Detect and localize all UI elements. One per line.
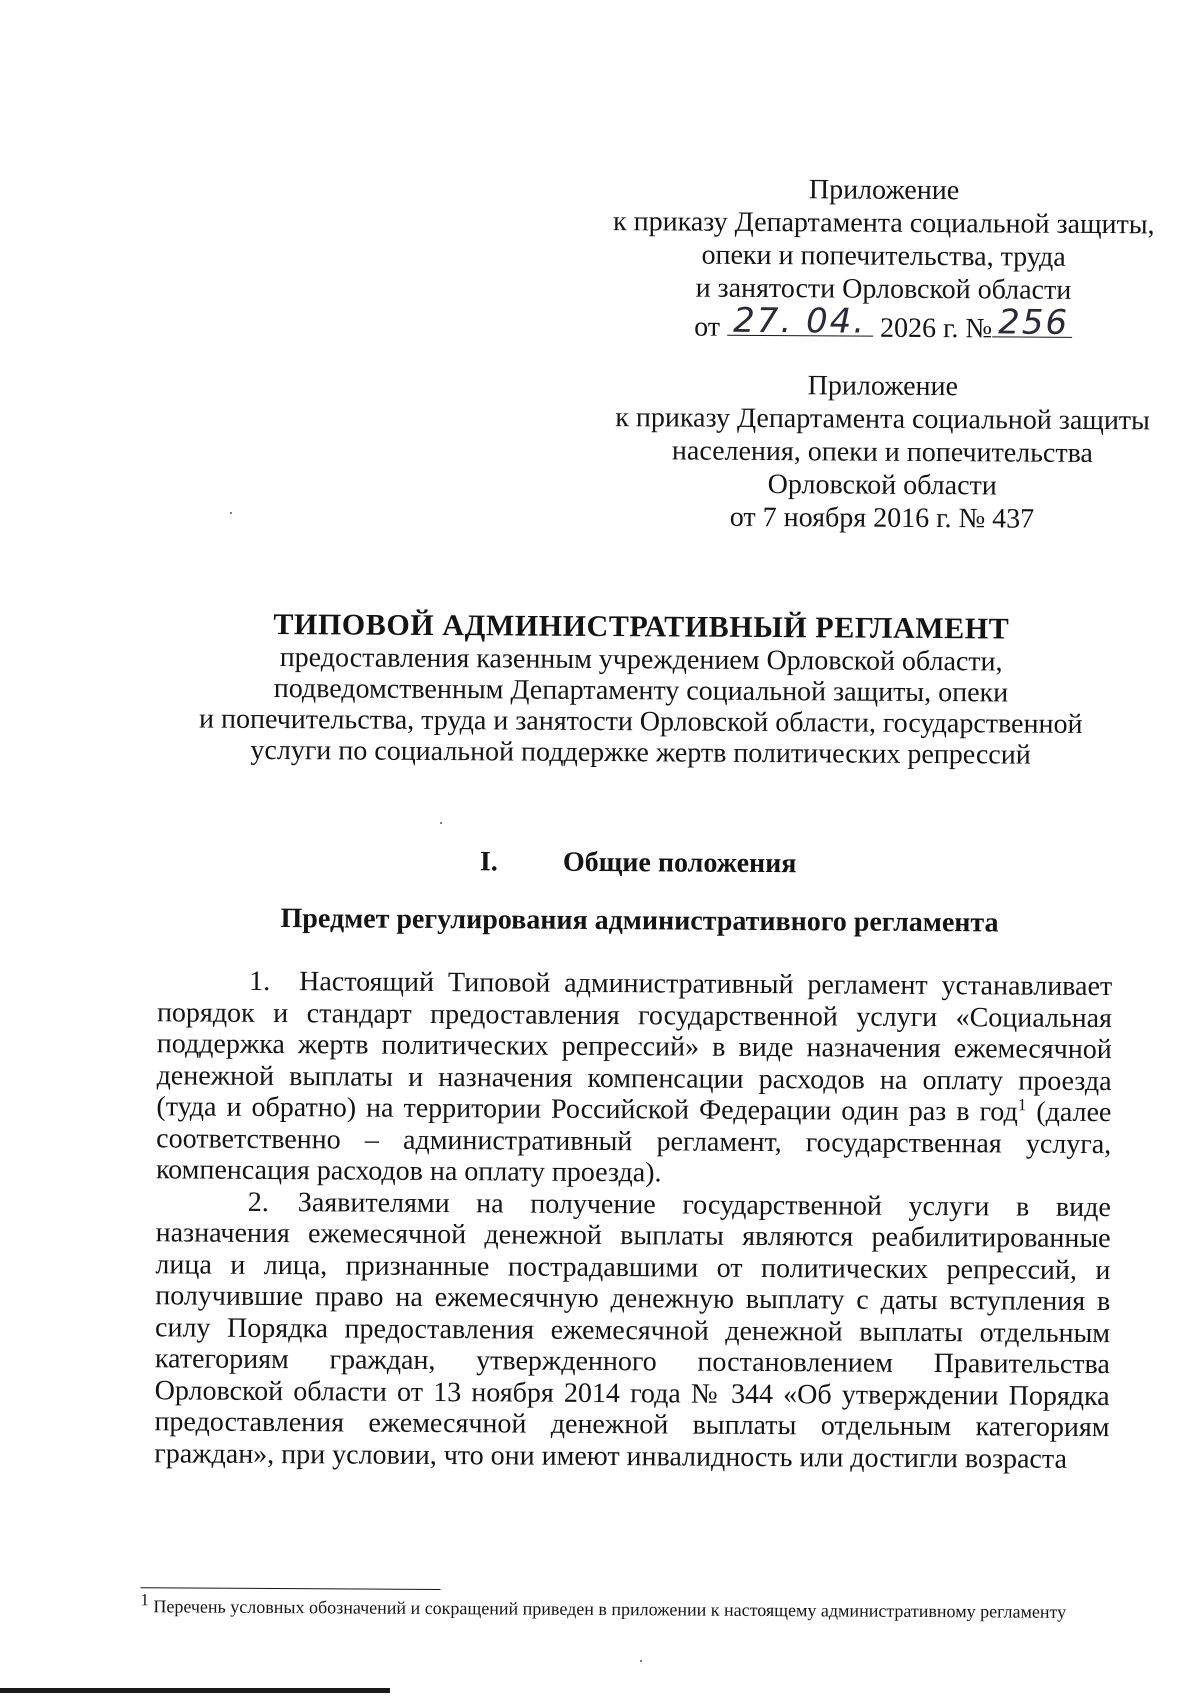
section-title: Общие положения [562, 846, 797, 880]
appendix-block-original [582, 368, 1183, 537]
scan-speck [440, 822, 442, 824]
appendix-heading: Приложение [808, 174, 960, 207]
subsection-heading: Предмет регулирования административного регламента [280, 903, 999, 939]
footnote-divider [140, 1587, 440, 1590]
footnote-mark: 1 [140, 1590, 149, 1610]
paragraph-1 [156, 965, 1112, 1191]
document-subtitle-line: подведомственным Департаменту социальной защиты, опеки [273, 673, 1009, 709]
footnote [140, 1590, 1100, 1623]
date-blank [727, 300, 873, 342]
appendix-date-line [583, 300, 1183, 347]
handwritten-number: 256 [998, 302, 1070, 343]
appendix-line: к приказу Департамента социальной защиты [615, 402, 1151, 437]
paragraph-number: 1. [249, 965, 271, 997]
document-subtitle-line: и попечительства, труда и занятости Орловской области, государственной [199, 703, 1083, 740]
document-title-block [181, 607, 1102, 771]
appendix-line: Орловской области [767, 469, 997, 502]
section-number: I. [479, 846, 498, 878]
paragraph-text: (далее соответственно – административный регламент, государственная услуга, компенсация расходов на оплату проезда). [155, 1096, 1112, 1189]
document-subtitle-line: услуги по социальной поддержке жертв политических репрессий [250, 734, 1031, 771]
paragraph-text: Настоящий Типовой административный регламент устанавливает порядок и стандарт предоставления государственной услуги «Социальная поддержка жертв политических репрессий» в виде назначения ежемесячной денежной выплаты и назначения компенсации расходов на оплату проезда (туда и обратно) на территории Российской Федерации один раз в год [156, 966, 1113, 1128]
appendix-line: и занятости Орловской области [695, 272, 1072, 306]
scan-speck [640, 1660, 642, 1662]
appendix-line: от 7 ноября 2016 г. № 437 [729, 501, 1035, 535]
document-title: ТИПОВОЙ АДМИНИСТРАТИВНЫЙ РЕГЛАМЕНТ [273, 608, 1010, 646]
document-subtitle-line: предоставления казенным учреждением Орловской области, [279, 642, 1003, 678]
paragraph-2 [154, 1186, 1111, 1475]
date-prefix: от [694, 311, 721, 343]
year-number-label: 2026 г. № [880, 312, 993, 345]
footnote-reference: 1 [1017, 1095, 1027, 1115]
appendix-line: к приказу Департамента социальной защиты, [612, 206, 1155, 241]
body-text [154, 965, 1112, 1475]
appendix-heading: Приложение [807, 370, 959, 403]
paragraph-number: 2. [247, 1186, 269, 1218]
number-blank [992, 302, 1072, 343]
section-heading [480, 845, 797, 881]
scan-speck [230, 512, 232, 514]
appendix-block-current [583, 172, 1184, 347]
scan-edge-mark [0, 1688, 390, 1693]
paragraph-text: Заявителями на получение государственной услуги в виде назначения ежемесячной денежной выплаты являются реабилитированные лица и лица, признанные пострадавшими от политических репрессий, и получившие право на ежемесячную денежную выплату с даты вступления в силу Порядка предоставления ежемесячной денежной выплаты отдельным категориям граждан, утвержденного постановлением Правительства Орловской области от 13 ноября 2014 года № 344 «Об утверждении Порядка предоставления ежемесячной денежной выплаты отдельным категориям граждан», при условии, что они имеют инвалидность или достигли возраста [154, 1186, 1111, 1475]
handwritten-date: 27. 04. [733, 300, 867, 342]
appendix-line: опеки и попечительства, труда [701, 239, 1066, 273]
appendix-line: населения, опеки и попечительства [671, 435, 1094, 470]
footnote-text: Перечень условных обозначений и сокращений приведен в приложении к настоящему административному регламенту [148, 1596, 1067, 1622]
